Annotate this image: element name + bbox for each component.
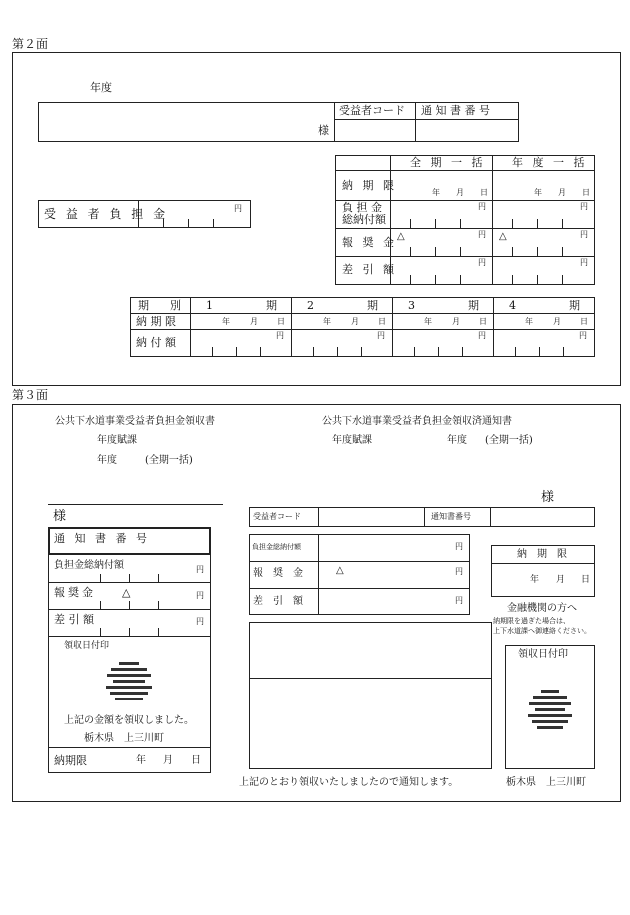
digit-tick bbox=[462, 347, 463, 356]
yen-unit: 円 bbox=[580, 230, 588, 239]
date-month: 月 bbox=[163, 755, 173, 766]
due-date-label: 納 期 限 bbox=[342, 179, 397, 192]
digit-tick bbox=[512, 219, 513, 228]
period-3-ki: 期 bbox=[468, 299, 479, 312]
digit-tick bbox=[414, 347, 415, 356]
receipt-sama: 様 bbox=[53, 509, 67, 524]
notice-title: 公共下水道事業受益者負担金領収済通知書 bbox=[322, 416, 512, 427]
recipient-code-label: 受益者コード bbox=[339, 104, 405, 117]
divider bbox=[335, 256, 595, 257]
period-2-number: 2 bbox=[307, 299, 314, 312]
digit-tick bbox=[100, 628, 101, 636]
name-underline bbox=[48, 504, 223, 505]
notice-issuer: 栃木県 上三川町 bbox=[506, 777, 586, 788]
digit-tick bbox=[435, 219, 436, 228]
notice-sama: 様 bbox=[541, 490, 555, 505]
digit-tick bbox=[512, 247, 513, 256]
period-1-number: 1 bbox=[206, 299, 213, 312]
digit-tick bbox=[435, 247, 436, 256]
yen-unit: 円 bbox=[478, 331, 486, 340]
receipt-full-term: (全期一括) bbox=[145, 455, 193, 466]
receipt-stamp-mark bbox=[103, 660, 155, 702]
digit-tick bbox=[515, 347, 516, 356]
notice-stamp-label: 領収日付印 bbox=[518, 649, 568, 660]
reward-label: 報 奨 金 bbox=[342, 236, 397, 249]
period-due-label: 納 期 限 bbox=[136, 315, 176, 328]
receipt-year: 年度 bbox=[97, 455, 117, 466]
notice-number-label: 通 知 書 番 号 bbox=[421, 104, 490, 117]
date-year: 年 bbox=[424, 317, 432, 326]
date-day: 日 bbox=[480, 188, 488, 197]
digit-tick bbox=[410, 247, 411, 256]
divider bbox=[48, 582, 211, 583]
period-3-number: 3 bbox=[408, 299, 415, 312]
digit-tick bbox=[129, 601, 130, 609]
period-2-ki: 期 bbox=[367, 299, 378, 312]
date-month: 月 bbox=[452, 317, 460, 326]
divider bbox=[334, 119, 519, 120]
yen-unit: 円 bbox=[579, 331, 587, 340]
divider bbox=[48, 609, 211, 610]
notice-reward-label: 報 奨 金 bbox=[253, 568, 303, 579]
date-day: 日 bbox=[277, 317, 285, 326]
notice-recipient-code-label: 受益者コード bbox=[253, 512, 301, 521]
digit-tick bbox=[460, 247, 461, 256]
full-term-header: 全 期 一 括 bbox=[410, 156, 486, 169]
yen-unit: 円 bbox=[580, 258, 588, 267]
yen-unit: 円 bbox=[455, 596, 463, 605]
digit-tick bbox=[460, 219, 461, 228]
receipt-net-label: 差 引 額 bbox=[54, 613, 94, 626]
sama-label: 様 bbox=[318, 124, 329, 137]
minus-triangle: △ bbox=[397, 231, 405, 242]
divider bbox=[318, 507, 319, 527]
yen-unit: 円 bbox=[478, 202, 486, 211]
period-amount-label: 納 付 額 bbox=[136, 336, 176, 349]
digit-tick bbox=[361, 347, 362, 356]
divider bbox=[130, 329, 595, 330]
period-4-number: 4 bbox=[509, 299, 516, 312]
divider bbox=[249, 588, 470, 589]
digit-tick bbox=[512, 275, 513, 284]
notice-footer-text: 上記のとおり領収いたしましたので通知します。 bbox=[239, 777, 459, 788]
divider bbox=[335, 228, 595, 229]
divider bbox=[490, 507, 491, 527]
digit-tick bbox=[100, 574, 101, 582]
page3-label: 第３面 bbox=[12, 388, 49, 402]
yen-unit: 円 bbox=[196, 591, 204, 600]
digit-tick bbox=[410, 219, 411, 228]
digit-tick bbox=[537, 219, 538, 228]
date-month: 月 bbox=[456, 188, 464, 197]
yen-unit: 円 bbox=[478, 230, 486, 239]
receipt-issuer: 栃木県 上三川町 bbox=[84, 733, 164, 744]
burden-total-label-2: 総納付額 bbox=[342, 213, 386, 226]
page2-label: 第２面 bbox=[12, 37, 49, 51]
date-day: 日 bbox=[582, 188, 590, 197]
date-year: 年 bbox=[525, 317, 533, 326]
yen-unit: 円 bbox=[377, 331, 385, 340]
overdue-note-2: 上下水道課へ御連絡ください。 bbox=[493, 627, 591, 635]
date-month: 月 bbox=[250, 317, 258, 326]
divider bbox=[249, 561, 470, 562]
period-4-ki: 期 bbox=[569, 299, 580, 312]
receipt-due-label: 納期限 bbox=[54, 754, 87, 767]
minus-triangle: △ bbox=[336, 565, 344, 576]
yen-unit: 円 bbox=[196, 617, 204, 626]
notice-full-term: (全期一括) bbox=[485, 435, 533, 446]
divider bbox=[492, 155, 493, 285]
divider bbox=[424, 507, 425, 527]
yen-unit: 円 bbox=[196, 565, 204, 574]
digit-tick bbox=[435, 275, 436, 284]
digit-tick bbox=[410, 275, 411, 284]
date-month: 月 bbox=[553, 317, 561, 326]
digit-tick bbox=[129, 574, 130, 582]
digit-tick bbox=[236, 347, 237, 356]
period-header-label: 期 別 bbox=[138, 299, 186, 312]
divider bbox=[318, 534, 319, 615]
digit-tick bbox=[539, 347, 540, 356]
notice-burden-total-label: 負担金総納付額 bbox=[252, 543, 301, 551]
receipt-title: 公共下水道事業受益者負担金領収書 bbox=[55, 416, 215, 427]
notice-due-label: 納 期 限 bbox=[517, 549, 567, 560]
annual-header: 年 度 一 括 bbox=[512, 156, 588, 169]
digit-tick bbox=[562, 275, 563, 284]
digit-tick bbox=[460, 275, 461, 284]
divider bbox=[130, 313, 595, 314]
yen-unit: 円 bbox=[455, 567, 463, 576]
minus-triangle: △ bbox=[122, 586, 131, 599]
bank-note: 金融機関の方へ bbox=[507, 603, 577, 614]
date-year: 年 bbox=[534, 188, 542, 197]
receipt-reward-label: 報奨金 bbox=[54, 586, 96, 599]
date-day: 日 bbox=[191, 755, 201, 766]
digit-tick bbox=[213, 219, 214, 228]
digit-tick bbox=[158, 628, 159, 636]
page2-year-label: 年度 bbox=[90, 81, 112, 94]
digit-tick bbox=[537, 247, 538, 256]
digit-tick bbox=[100, 601, 101, 609]
yen-unit: 円 bbox=[276, 331, 284, 340]
divider bbox=[335, 170, 595, 171]
yen-unit: 円 bbox=[580, 202, 588, 211]
yen-unit: 円 bbox=[478, 258, 486, 267]
minus-triangle: △ bbox=[499, 231, 507, 242]
digit-tick bbox=[313, 347, 314, 356]
notice-stamp-mark bbox=[525, 688, 575, 732]
digit-tick bbox=[163, 219, 164, 228]
date-year: 年 bbox=[432, 188, 440, 197]
receipt-received-text: 上記の金額を領収しました。 bbox=[64, 715, 194, 726]
date-day: 日 bbox=[580, 317, 588, 326]
overdue-note-1: 納期限を過ぎた場合は、 bbox=[493, 617, 570, 625]
date-month: 月 bbox=[351, 317, 359, 326]
receipt-stamp-label: 領収日付印 bbox=[64, 641, 110, 651]
notice-net-label: 差 引 額 bbox=[253, 596, 303, 607]
burden-label: 受 益 者 負 担 金 bbox=[44, 207, 169, 221]
divider bbox=[249, 678, 492, 679]
period-1-ki: 期 bbox=[266, 299, 277, 312]
burden-total-label: 負 担 金 bbox=[342, 201, 382, 214]
digit-tick bbox=[337, 347, 338, 356]
date-month: 月 bbox=[556, 575, 566, 585]
digit-tick bbox=[438, 347, 439, 356]
digit-tick bbox=[212, 347, 213, 356]
divider bbox=[190, 297, 191, 357]
date-day: 日 bbox=[378, 317, 386, 326]
divider bbox=[334, 102, 335, 142]
net-label: 差 引 額 bbox=[342, 263, 397, 276]
receipt-year-levy: 年度賦課 bbox=[97, 435, 137, 446]
divider bbox=[48, 636, 211, 637]
receipt-burden-total-label: 負担金総納付額 bbox=[54, 560, 124, 571]
date-year: 年 bbox=[323, 317, 331, 326]
notice-year-levy: 年度賦課 bbox=[332, 435, 372, 446]
divider bbox=[291, 297, 292, 357]
period-table bbox=[130, 297, 595, 357]
date-year: 年 bbox=[136, 755, 146, 766]
date-year: 年 bbox=[530, 575, 540, 585]
digit-tick bbox=[537, 275, 538, 284]
date-day: 日 bbox=[479, 317, 487, 326]
divider bbox=[415, 102, 416, 142]
date-month: 月 bbox=[558, 188, 566, 197]
date-year: 年 bbox=[222, 317, 230, 326]
divider bbox=[48, 747, 211, 748]
notice-year: 年度 bbox=[447, 435, 467, 446]
date-day: 日 bbox=[581, 575, 591, 585]
yen-unit: 円 bbox=[455, 542, 463, 551]
digit-tick bbox=[563, 347, 564, 356]
notice-blank-box bbox=[249, 622, 492, 769]
digit-tick bbox=[562, 247, 563, 256]
digit-tick bbox=[158, 601, 159, 609]
digit-tick bbox=[188, 219, 189, 228]
digit-tick bbox=[260, 347, 261, 356]
digit-tick bbox=[129, 628, 130, 636]
divider bbox=[392, 297, 393, 357]
digit-tick bbox=[562, 219, 563, 228]
notice-number-label: 通知書番号 bbox=[431, 512, 471, 521]
divider bbox=[493, 297, 494, 357]
digit-tick bbox=[158, 574, 159, 582]
yen-unit: 円 bbox=[234, 204, 242, 213]
receipt-notice-number-label: 通 知 書 番 号 bbox=[54, 532, 150, 545]
divider bbox=[491, 563, 595, 564]
